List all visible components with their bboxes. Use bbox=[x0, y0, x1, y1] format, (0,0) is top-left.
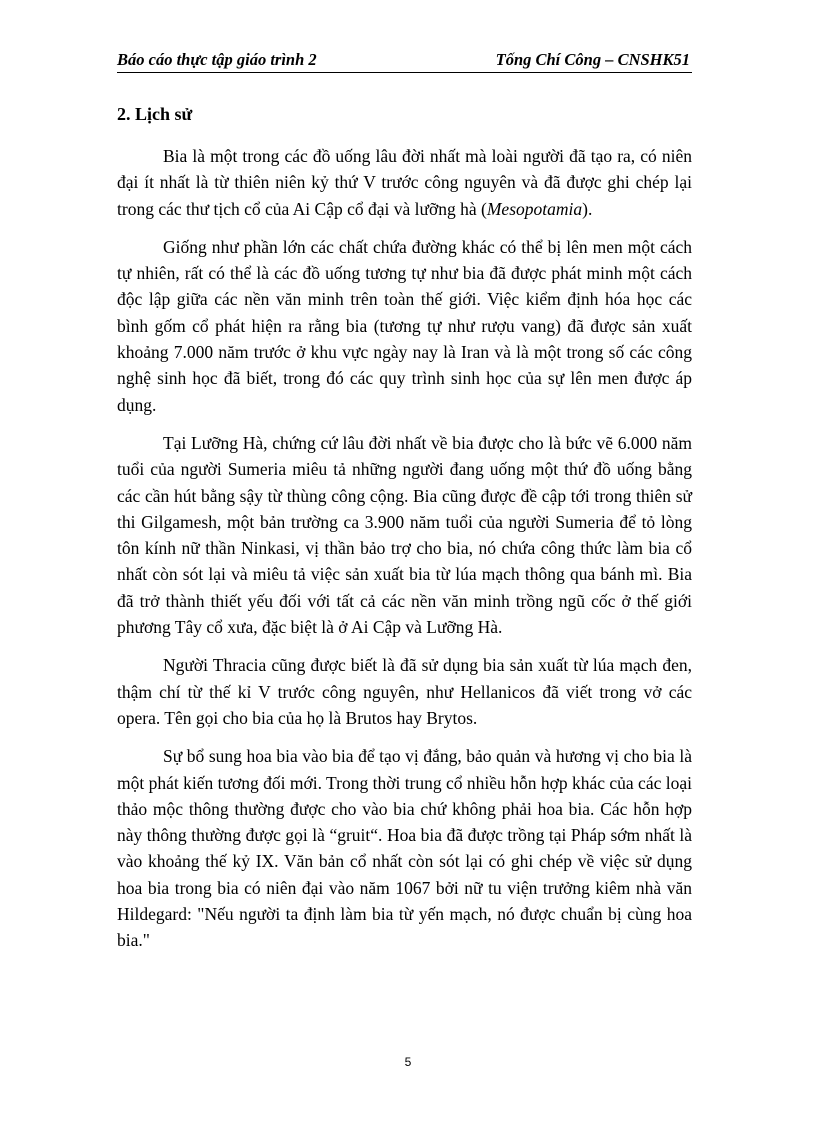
page-header bbox=[117, 50, 692, 73]
paragraph-5: Sự bổ sung hoa bia vào bia để tạo vị đắng, bảo quản và hương vị cho bia là một phát kiến tương đối mới. Trong thời trung cổ nhiều hỗn hợp khác của các loại thảo mộc thông thường được cho vào bia chứ không phải hoa bia. Các hỗn hợp này thông thường được gọi là “gruit“. Hoa bia đã được trồng tại Pháp sớm nhất là vào khoảng thế kỷ IX. Văn bản cổ nhất còn sót lại có ghi chép về việc sử dụng hoa bia trong bia có niên đại vào năm 1067 bởi nữ tu viện trưởng kiêm nhà văn Hildegard: "Nếu người ta định làm bia từ yến mạch, nó được chuẩn bị cùng hoa bia." bbox=[117, 746, 692, 951]
paragraph-4: Người Thracia cũng được biết là đã sử dụng bia sản xuất từ lúa mạch đen, thậm chí từ thế kỉ V trước công nguyên, như Hellanicos đã viết trong vở các opera. Tên gọi cho bia của họ là Brutos hay Brytos. bbox=[117, 655, 692, 728]
section-heading: 2. Lịch sử bbox=[117, 104, 193, 124]
paragraph-1-italic-term: Mesopotamia bbox=[486, 198, 583, 219]
paragraph-3: Tại Lưỡng Hà, chứng cứ lâu đời nhất về bia được cho là bức vẽ 6.000 năm tuổi của người Sumeria miêu tả những người đang uống một thứ đồ uống bằng các cần hút bằng sậy từ thùng công cộng. Bia cũng được đề cập tới trong thiên sử thi Gilgamesh, một bản trường ca 3.900 năm tuổi của người Sumeria để tỏ lòng tôn kính nữ thần Ninkasi, vị thần bảo trợ cho bia, nó chứa công thức làm bia cổ nhất còn sót lại và miêu tả việc sản xuất bia từ lúa mạch thông qua bánh mì. Bia đã trở thành thiết yếu đối với tất cả các nền văn minh trồng ngũ cốc ở thế giới phương Tây cổ xưa, đặc biệt là ở Ai Cập và Lưỡng Hà. bbox=[117, 432, 692, 638]
page-number: 5 bbox=[404, 1055, 412, 1069]
paragraph-1-end: ). bbox=[582, 198, 593, 219]
header-author: Tống Chí Công – CNSHK51 bbox=[495, 50, 690, 69]
header-report-title: Báo cáo thực tập giáo trình 2 bbox=[117, 50, 317, 69]
paragraph-1-text: Bia là một trong các đồ uống lâu đời nhất mà loài người đã tạo ra, có niên đại ít nhất là từ thiên niên kỷ thứ V trước công nguyên và đã được ghi chép lại trong các thư tịch cổ của Ai Cập cổ đại và lưỡng hà ( bbox=[117, 146, 692, 219]
paragraph-2: Giống như phần lớn các chất chứa đường khác có thể bị lên men một cách tự nhiên, rất có thể là các đồ uống tương tự như bia đã được phát minh một cách độc lập giữa các nền văn minh trên toàn thế giới. Việc kiểm định hóa học các bình gốm cổ phát hiện ra rằng bia (tương tự như rượu vang) đã được sản xuất khoảng 7.000 năm trước ở khu vực ngày nay là Iran và là một trong số các công nghệ sinh học đã biết, trong đó các quy trình sinh học của sự lên men được áp dụng. bbox=[117, 236, 692, 415]
paragraph-1 bbox=[117, 143, 692, 222]
body-text bbox=[117, 143, 692, 966]
